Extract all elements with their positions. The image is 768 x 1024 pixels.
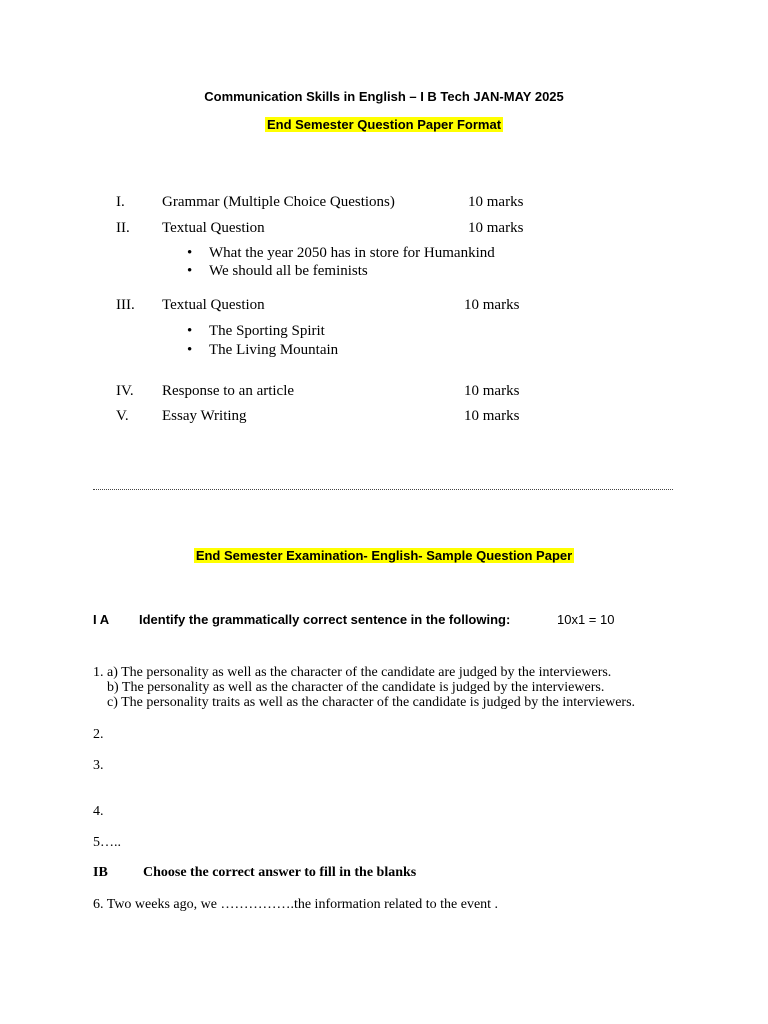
- format-item-text: Essay Writing: [162, 408, 247, 424]
- question-number: 5…..: [93, 835, 121, 850]
- section-label: I A: [93, 612, 110, 627]
- format-item-text: Textual Question: [162, 220, 265, 236]
- format-item-marks: 10 marks: [468, 220, 524, 236]
- format-item-marks: 10 marks: [468, 194, 524, 210]
- document-title: Communication Skills in English – I B Tech JAN-MAY 2025: [204, 89, 564, 104]
- format-item-text: Response to an article: [162, 383, 295, 399]
- format-item-marks: 10 marks: [464, 297, 520, 313]
- format-numeral: I.: [116, 194, 125, 210]
- question-number: 2.: [93, 727, 104, 742]
- format-numeral: V.: [116, 408, 129, 424]
- question-option: b) The personality as well as the character of the candidate is judged by the interviewers.: [107, 680, 605, 695]
- question-number: 3.: [93, 758, 104, 773]
- format-item-marks: 10 marks: [464, 383, 520, 399]
- list-item: • We should all be feminists: [209, 263, 368, 280]
- sample-paper-heading: End Semester Examination- English- Sample Question Paper: [195, 548, 573, 563]
- list-item: • The Living Mountain: [209, 342, 338, 359]
- dotted-divider: [93, 489, 673, 490]
- format-numeral: III.: [116, 297, 135, 313]
- list-item: • What the year 2050 has in store for Humankind: [209, 245, 495, 262]
- format-item-text: Textual Question: [162, 297, 265, 313]
- section-label: IB: [93, 865, 108, 880]
- list-item: • The Sporting Spirit: [209, 323, 325, 340]
- question-option: 1. a) The personality as well as the character of the candidate are judged by the interviewers.: [93, 665, 612, 680]
- section-instruction: Choose the correct answer to fill in the blanks: [143, 865, 417, 880]
- format-item-text: Grammar (Multiple Choice Questions): [162, 194, 395, 210]
- section-marks: 10x1 = 10: [557, 612, 615, 627]
- format-numeral: II.: [116, 220, 130, 236]
- section-instruction: Identify the grammatically correct sentence in the following:: [139, 612, 511, 627]
- format-item-marks: 10 marks: [464, 408, 520, 424]
- format-heading: End Semester Question Paper Format: [266, 117, 502, 132]
- question-text: 6. Two weeks ago, we …………….the information related to the event .: [93, 897, 499, 912]
- question-number: 4.: [93, 804, 104, 819]
- question-option: c) The personality traits as well as the character of the candidate is judged by the interviewers.: [107, 695, 636, 710]
- format-numeral: IV.: [116, 383, 134, 399]
